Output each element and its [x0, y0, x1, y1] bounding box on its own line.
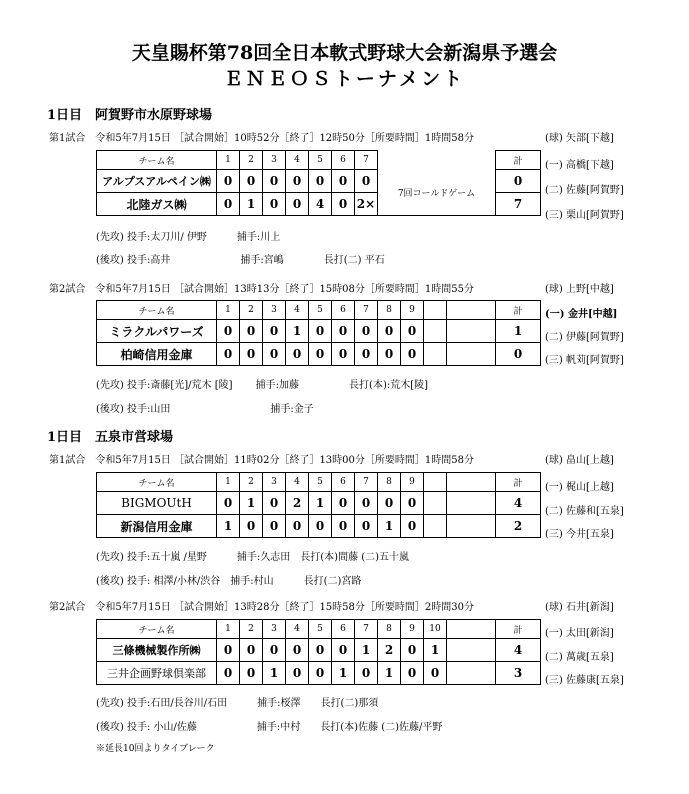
- called-game-note: 7回コールドゲーム: [378, 170, 496, 216]
- umpire-third: (三) 栗山[阿賀野]: [545, 210, 624, 221]
- game-meta: 第1試合 令和5年7月15日 ［試合開始］10時52分［終了］12時50分［所要時間］1時間58分: [49, 133, 474, 144]
- total-runs: 4: [496, 639, 541, 662]
- umpire-plate: (球) 矢部[下越]: [545, 133, 614, 144]
- scoreboard-header: チーム名 1 2 3 4 5 6 7 計: [97, 151, 541, 170]
- total-runs: 2: [496, 515, 541, 538]
- home-line: (後攻) 投手: 小山/佐藤 捕手:中村 長打(本)佐藤 (二)佐藤/平野: [96, 722, 443, 733]
- team-name: 三井企画野球倶楽部: [97, 662, 217, 685]
- umpire-second: (二) 佐藤和[五泉]: [545, 506, 624, 517]
- total-runs: 3: [496, 662, 541, 685]
- total-runs: 0: [496, 343, 541, 366]
- table-row: アルプスアルペイン㈱ 0 0 0 0 0 0 0 7回コールドゲーム 0: [97, 170, 541, 193]
- scoreboard-header: チーム名 1 2 3 4 5 6 7 8 9 10 計: [97, 620, 541, 639]
- home-line: (後攻) 投手:高井 捕手:宮嶋 長打(二) 平石: [96, 255, 385, 266]
- team-name: BIGMOUtH: [97, 492, 217, 515]
- table-row: 柏崎信用金庫 0 0 0 0 0 0 0 0 0 0: [97, 343, 541, 366]
- scoreboard-header: チーム名 1 2 3 4 5 6 7 8 9 計: [97, 301, 541, 320]
- table-row: 三井企画野球倶楽部 0 0 1 0 0 1 0 1 0 0 3: [97, 662, 541, 685]
- umpire-second: (二) 伊藤[阿賀野]: [545, 332, 624, 343]
- umpire-plate: (球) 上野[中越]: [545, 284, 614, 295]
- scoreboard: [96, 619, 541, 685]
- scoreboard: [96, 300, 541, 366]
- total-runs: 4: [496, 492, 541, 515]
- game-meta: 第2試合 令和5年7月15日 ［試合開始］13時28分［終了］15時58分［所要時間］2時間30分: [49, 602, 474, 613]
- page-subtitle: ＥＮＥＯＳトーナメント: [223, 68, 466, 90]
- team-name: 新潟信用金庫: [97, 515, 217, 538]
- scoreboard: [96, 150, 541, 216]
- home-line: (後攻) 投手:山田 捕手:金子: [96, 404, 314, 415]
- umpire-first: (一) 梶山[上越]: [545, 482, 614, 493]
- venue-heading: 1日目 阿賀野市水原野球場: [47, 108, 213, 123]
- total-runs: 7: [496, 193, 541, 216]
- umpire-plate: (球) 畠山[上越]: [545, 455, 614, 466]
- visitor-line: (先攻) 投手:斎藤[光]/荒木 [陵] 捕手:加藤 長打(本):荒木[陵]: [96, 380, 429, 391]
- table-row: 新潟信用金庫 1 0 0 0 0 0 0 1 0 2: [97, 515, 541, 538]
- home-line: (後攻) 投手: 相澤/小林/渋谷 捕手:村山 長打(二)宮路: [96, 576, 362, 587]
- team-name: 三條機械製作所㈱: [97, 639, 217, 662]
- team-name: ミラクルパワーズ: [97, 320, 217, 343]
- umpire-third: (三) 佐藤康[五泉]: [545, 675, 624, 686]
- venue-heading: 1日目 五泉市営球場: [47, 430, 174, 445]
- tiebreak-note: ※延長10回よりタイブレーク: [96, 744, 215, 754]
- total-runs: 1: [496, 320, 541, 343]
- team-name: アルプスアルペイン㈱: [97, 170, 217, 193]
- umpire-third: (三) 帆苅[阿賀野]: [545, 355, 624, 366]
- team-name: 北陸ガス㈱: [97, 193, 217, 216]
- umpire-first: (一) 金井[中越]: [545, 309, 618, 320]
- umpire-second: (二) 佐藤[阿賀野]: [545, 185, 624, 196]
- table-row: 北陸ガス㈱ 0 1 0 0 4 0 2× 7: [97, 193, 541, 216]
- table-row: ミラクルパワーズ 0 0 0 1 0 0 0 0 0 1: [97, 320, 541, 343]
- total-runs: 0: [496, 170, 541, 193]
- table-row: 三條機械製作所㈱ 0 0 0 0 0 0 1 2 0 1 4: [97, 639, 541, 662]
- umpire-first: (一) 太田[新潟]: [545, 628, 614, 639]
- game-meta: 第2試合 令和5年7月15日 ［試合開始］13時13分［終了］15時08分［所要時間］1時間55分: [49, 284, 474, 295]
- umpire-first: (一) 高橋[下越]: [545, 160, 614, 171]
- visitor-line: (先攻) 投手:石田/長谷川/石田 捕手:桜澤 長打(二)那須: [96, 698, 379, 709]
- umpire-second: (二) 萬歳[五泉]: [545, 652, 614, 663]
- scoreboard: [96, 472, 541, 538]
- team-name: 柏崎信用金庫: [97, 343, 217, 366]
- visitor-line: (先攻) 投手:五十嵐 /星野 捕手:久志田 長打(本)間藤 (二)五十嵐: [96, 552, 410, 563]
- scoreboard-header: チーム名 1 2 3 4 5 6 7 8 9 計: [97, 473, 541, 492]
- table-row: BIGMOUtH 0 1 0 2 1 0 0 0 0 4: [97, 492, 541, 515]
- umpire-third: (三) 今井[五泉]: [545, 529, 614, 540]
- page-title: 天皇賜杯第78回全日本軟式野球大会新潟県予選会: [131, 42, 558, 64]
- umpire-plate: (球) 石井[新潟]: [545, 602, 614, 613]
- game-meta: 第1試合 令和5年7月15日 ［試合開始］11時02分［終了］13時00分［所要時間］1時間58分: [49, 455, 474, 466]
- visitor-line: (先攻) 投手:太刀川/ 伊野 捕手:川上: [96, 232, 281, 243]
